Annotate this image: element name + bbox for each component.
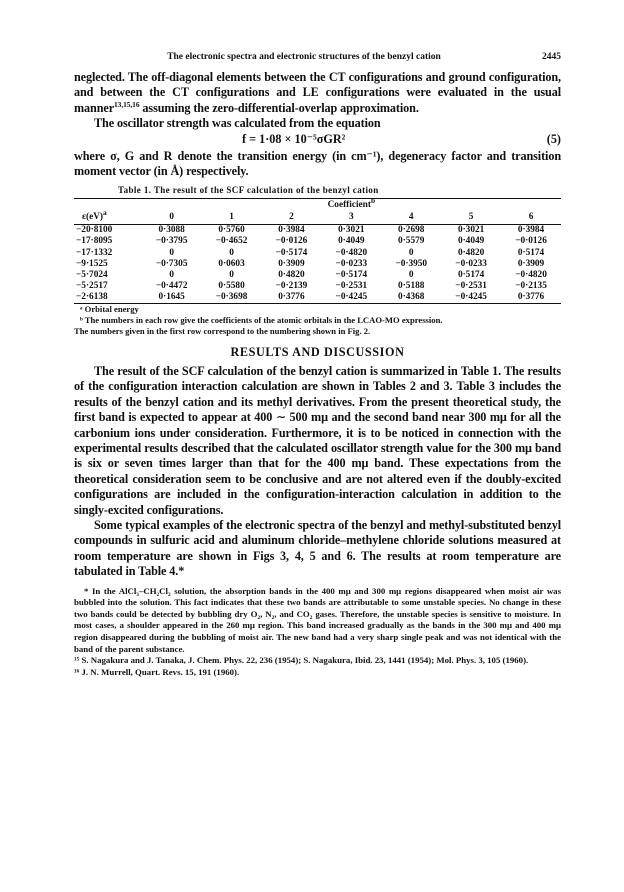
energy-cell: −17·8095 (76, 236, 113, 247)
table-header-row (74, 199, 561, 211)
coefficient-cell: 0 (408, 269, 414, 280)
table-note: The numbers given in the first row correspond to the numbering shown in Fig. 2. (74, 325, 371, 336)
citation-refs: 13,15,16 (114, 99, 140, 109)
equation-5 (74, 132, 561, 149)
paragraph-where: where σ, G and R denote the transition energy (in cm⁻¹), degeneracy factor and transition moment vector (in Å) respectively. (74, 148, 561, 179)
coefficient-cell: 0·5188 (398, 281, 425, 292)
coefficient-cell: 0·3984 (278, 225, 305, 236)
coefficient-cell: 0·5760 (218, 225, 245, 236)
coefficient-cell: −0·2135 (515, 281, 547, 292)
coefficient-cell: 0·3909 (517, 258, 545, 269)
equation-number: (5) (546, 131, 561, 146)
paragraph-text: neglected. The off-diagonal elements between the CT configurations and ground configuration, and between the CT configurations and LE configurations were evaluated in the usual manner (74, 70, 561, 115)
coefficient-cell: −0·3698 (202, 292, 262, 304)
coefficient-cell: 0·5174 (457, 269, 485, 280)
coefficient-cell: 0·4049 (457, 236, 485, 247)
scf-table (74, 195, 561, 304)
coefficient-cell: 0·4820 (278, 269, 305, 280)
footnotes (74, 586, 561, 679)
coefficient-cell: 0·4049 (338, 236, 365, 247)
energy-cell: −20·8100 (76, 225, 113, 236)
coefficient-cell: 0 (169, 247, 174, 258)
journal-page (74, 52, 561, 678)
coefficient-cell: 0 (229, 269, 234, 280)
energy-cell: −2·6138 (74, 292, 142, 304)
column-header: 0 (142, 211, 202, 225)
table-header-spacer (74, 199, 142, 211)
table-note: ᵇ The numbers in each row give the coefficients of the atomic orbitals in the LCAO-MO expression. (80, 314, 443, 325)
coefficient-cell: −0·4472 (155, 281, 188, 292)
reference-15: ¹⁵ S. Nagakura and J. Tanaka, J. Chem. Phys. 22, 236 (1954); S. Nagakura, Ibid. 23, 1441 (1954); Mol. Phys. 3, 105 (1960). (74, 655, 529, 666)
column-header: 5 (441, 211, 501, 225)
paragraph-results: The result of the SCF calculation of the benzyl cation is summarized in Table 1. The results of the configuration interaction calculation are shown in Tables 2 and 3. Table 3 includes the results of the benzyl cation and its methyl derivatives. From the present theoretical study, the first band is expected to appear at 400 ∼ 500 mμ and the second band near 300 mμ for all the carbonium ions under consideration. Furthermore, it is to be noticed in connection with the experimental results described that the calculated oscillator strength value for the 300 mμ band is six or seven times larger than that for the 400 mμ band. These expectations from the theoretical consideration seem to be conclusive and are not altered even if the doubly-excited configurations are included in the configuration-interaction calculation in addition to the singly-excited configurations. (74, 363, 561, 517)
table-notes (74, 304, 561, 337)
column-header: 6 (501, 211, 561, 225)
coefficient-cell: −0·0233 (455, 258, 487, 269)
reference-16: ¹⁶ J. N. Murrell, Quart. Revs. 15, 191 (1960). (74, 666, 240, 677)
table-row (74, 292, 561, 304)
coefficient-cell: −0·5174 (275, 247, 308, 258)
paragraph-spectra: Some typical examples of the electronic spectra of the benzyl and methyl-substituted benzyl compounds in sulfuric acid and aluminum chloride–methylene chloride solutions measured at room temperature are shown in Figs 3, 4, 5 and 6. The results at room temperature are tabulated in Table 4.* (74, 518, 561, 579)
running-head-title: The electronic spectra and electronic structures of the benzyl cation (167, 52, 441, 62)
table-row (74, 236, 561, 247)
coefficient-cell: −0·4245 (321, 292, 381, 304)
body-text (74, 70, 561, 132)
table-body (74, 224, 561, 303)
energy-mark: a (103, 208, 107, 218)
column-header: 2 (262, 211, 322, 225)
coefficient-header (142, 195, 561, 211)
running-head (74, 52, 561, 70)
table-row (74, 281, 561, 292)
table-row (74, 247, 561, 258)
coefficient-cell: 0 (229, 247, 234, 258)
body-text-definitions (74, 149, 561, 180)
coefficient-cell: −0·2139 (275, 281, 308, 292)
coefficient-cell: 0·4820 (457, 247, 485, 258)
coefficient-cell: −0·4820 (335, 247, 368, 258)
page-number: 2445 (542, 52, 561, 62)
coefficient-cell: −0·2531 (335, 281, 368, 292)
paragraph-text-tail: assuming the zero-differential-overlap approximation. (139, 100, 419, 115)
coefficient-cell: −0·7305 (155, 258, 188, 269)
coefficient-cell: −0·4245 (441, 292, 501, 304)
coefficient-cell: 0·3021 (338, 225, 365, 236)
coefficient-cell: −0·5174 (335, 269, 368, 280)
coefficient-cell: 0·5579 (398, 236, 425, 247)
coefficient-cell: −0·4820 (515, 269, 547, 280)
coefficient-cell: −0·2531 (455, 281, 487, 292)
coefficient-cell: 0·2698 (398, 225, 425, 236)
coefficient-mark: b (370, 195, 376, 205)
coefficient-cell: 0·5174 (517, 247, 545, 258)
energy-cell: −17·1332 (76, 247, 113, 258)
coefficient-header-text: Coefficient (327, 200, 371, 211)
coefficient-cell: 0·4368 (381, 292, 441, 304)
paragraph-neglected (74, 70, 561, 116)
section-heading: RESULTS AND DISCUSSION (230, 344, 405, 359)
coefficient-cell: 0 (169, 269, 174, 280)
table-caption: Table 1. The result of the SCF calculation of the benzyl cation (118, 185, 379, 196)
paragraph-oscillator: The oscillator strength was calculated from the equation (94, 116, 381, 131)
column-header: 1 (202, 211, 262, 225)
body-text-results (74, 364, 561, 580)
coefficient-cell: −0·0233 (335, 258, 368, 269)
coefficient-cell: −0·4652 (215, 236, 248, 247)
coefficient-cell: −0·3795 (155, 236, 188, 247)
coefficient-cell: 0·1645 (142, 292, 202, 304)
coefficient-cell: 0·0603 (218, 258, 245, 269)
column-header: 3 (321, 211, 381, 225)
coefficient-cell: −0·0126 (515, 236, 547, 247)
coefficient-cell: 0·3088 (158, 225, 185, 236)
coefficient-cell: 0·3909 (278, 258, 305, 269)
coefficient-cell: 0·5580 (218, 281, 245, 292)
energy-cell: −9·1525 (76, 258, 108, 269)
coefficient-cell: 0·3021 (457, 225, 485, 236)
coefficient-cell: 0·3776 (262, 292, 322, 304)
energy-cell: −5·7024 (76, 269, 108, 280)
table-column-row (74, 211, 561, 225)
equation-text: f = 1·08 × 10⁻⁵σGR² (242, 131, 346, 146)
energy-header (74, 208, 142, 225)
column-header: 4 (381, 211, 441, 225)
energy-header-text: ε(eV) (82, 212, 104, 223)
table-row (74, 269, 561, 280)
coefficient-cell: 0·3984 (517, 225, 545, 236)
table-row (74, 224, 561, 236)
coefficient-cell: −0·0126 (275, 236, 308, 247)
coefficient-cell: 0 (408, 247, 414, 258)
footnote-star: * In the AlCl₃–CH₂Cl₂ solution, the absorption bands in the 400 mμ and 300 mμ regions disappeared when moist air was bubbled into the solution. This fact indicates that these two bands are attributable to some unstable species. No change in these two bands could be detected by bubbling dry O₂, N₂, and CO₂ gases. Therefore, the unstable species is sensitive to moisture. In most cases, a shoulder appeared in the 260 mμ region. This band increased gradually as the bands in the 300 mμ and 400 mμ region disappeared during the bubbling of moist air. The new band had a very sharp single peak and was not identical with the band of the parent substance. (74, 585, 561, 654)
coefficient-cell: 0·3776 (501, 292, 561, 304)
energy-cell: −5·2517 (76, 281, 108, 292)
table-row (74, 258, 561, 269)
coefficient-cell: −0·3950 (395, 258, 428, 269)
table-note: ᵃ Orbital energy (80, 303, 139, 314)
